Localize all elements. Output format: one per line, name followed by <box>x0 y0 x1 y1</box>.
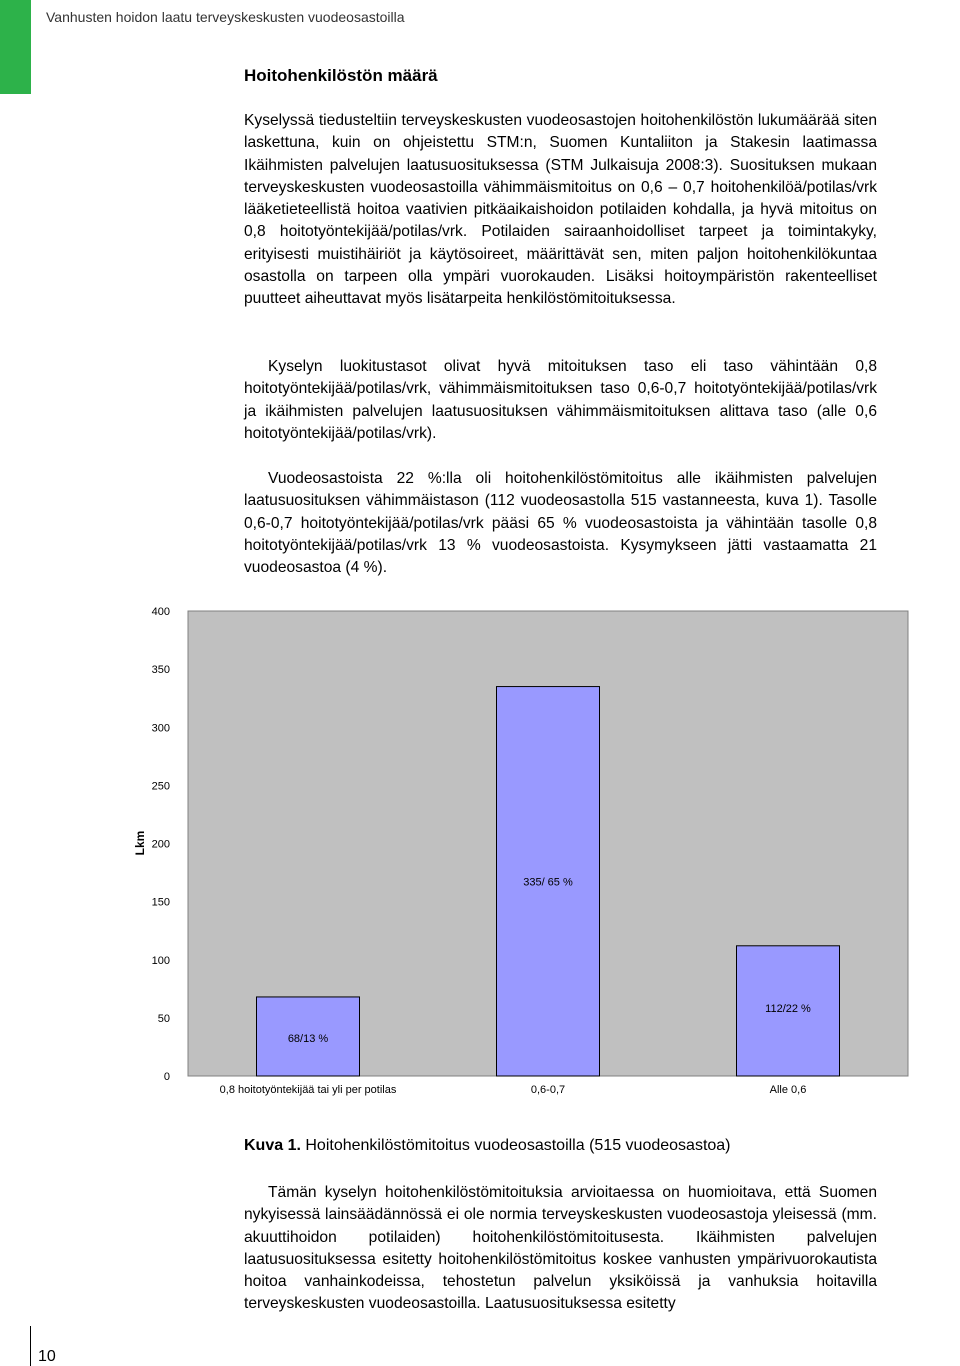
body-paragraph-3: Vuodeosastoista 22 %:lla oli hoitohenkilöstömitoitus alle ikäihmisten palvelujen laatusuosituksen vähimmäistason (112 vuodeosastolla 515 vastanneesta, kuva 1). Tasolle 0,6-0,7 hoitotyöntekijää/potilas/vrk pääsi 65 % vuodeosastoista ja vähintään tasolle 0,8 hoitotyöntekijää/potilas/vrk 13 % vuodeosastoista. Kysymykseen jätti vastaamatta 21 vuodeosastoa (4 %). <box>244 470 877 577</box>
y-tick-label: 250 <box>151 780 170 793</box>
chapter-color-tab <box>0 0 31 94</box>
caption-text: Hoitohenkilöstömitoitus vuodeosastoilla (515 vuodeosastoa) <box>300 1137 731 1154</box>
y-axis <box>152 606 170 1083</box>
page-number: 10 <box>38 1348 56 1365</box>
bar-chart <box>0 595 960 1115</box>
y-tick-label: 50 <box>157 1012 170 1025</box>
x-tick-label: Alle 0,6 <box>769 1084 807 1096</box>
body-paragraph-2: Kyselyn luokitustasot olivat hyvä mitoituksen taso eli taso vähintään 0,8 hoitotyöntekijää/potilas/vrk, vähimmäismitoituksen taso 0,6-0,7 hoitotyöntekijää/potilas/vrk ja ikäihmisten palvelujen laatusuosituksen vähimmäismitoituksen alittava taso (alle 0,6 hoitotyöntekijää/potilas/vrk). <box>244 358 877 442</box>
y-tick-label: 0 <box>163 1071 170 1083</box>
x-axis-labels <box>220 1084 807 1096</box>
y-tick-label: 300 <box>151 722 170 735</box>
y-axis-title: Lkm <box>133 830 147 856</box>
page-rule <box>30 1326 31 1366</box>
body-paragraph-1: Kyselyssä tiedusteltiin terveyskeskusten vuodeosastojen hoitohenkilöstön lukumäärää siten laskettuna, kuin on ohjeistettu STM:n, Suomen Kuntaliiton ja Stakesin laatimassa Ikäihmisten palvelujen laatusuosituksessa (STM Julkaisuja 2008:3). Suosituksen mukaan terveyskeskusten vuodeosastoilla vähimmäismitoitus on 0,6 – 0,7 hoitohenkilöä/potilas/vrk lääketieteellistä hoitoa vaativien pitkäaikaishoidon potilaiden kohdalla, ja hyvä mitoitus on 0,8 hoitotyöntekijää/potilas/vrk. Potilaiden sairaanhoidolliset tarpeet ja toimintakyky, erityisesti muistihäiriöt ja käytösoireet, määrittävät sen, miten paljon hoitohenkilökuntaa osastolla on tarpeen olla ympäri vuorokauden. Lisäksi hoitoympäristön rakenteelliset puutteet aiheuttavat myös lisätarpeita henkilöstömitoituksessa. <box>244 112 877 308</box>
data-label: 335/ 65 % <box>523 876 573 889</box>
y-tick-label: 100 <box>151 954 170 967</box>
section-title: Hoitohenkilöstön määrä <box>244 66 438 85</box>
y-tick-label: 200 <box>151 838 170 851</box>
running-header: Vanhusten hoidon laatu terveyskeskusten vuodeosastoilla <box>46 9 405 25</box>
data-label: 112/22 % <box>765 1003 811 1015</box>
y-tick-label: 350 <box>151 664 170 677</box>
x-tick-label: 0,6-0,7 <box>530 1084 566 1096</box>
figure-caption <box>244 1137 731 1155</box>
y-tick-label: 400 <box>151 606 170 618</box>
y-tick-label: 150 <box>151 896 170 909</box>
caption-label: Kuva 1. <box>244 1137 301 1154</box>
x-tick-label: 0,8 hoitotyöntekijää tai yli per potilas <box>219 1084 397 1096</box>
body-paragraph-4: Tämän kyselyn hoitohenkilöstömitoituksia arvioitaessa on huomioitava, että Suomen nykyisessä lainsäädännössä ei ole normia terveyskeskusten vuodeosastoja yleisessä (mm. akuuttihoidon potilaiden) hoitohenkilöstömitoitusesta. Ikäihmisten palvelujen laatusuosituksessa esitetty hoitohenkilöstömitoitus koskee vanhusten ympärivuorokautista hoitoa vanhainkodeissa, tehostetun palvelun yksiköissä ja vanhuksia hoitavilla terveyskeskusten vuodeosastoilla. Laatusuosituksessa esitetty <box>244 1184 877 1313</box>
data-label: 68/13 % <box>287 1033 329 1045</box>
